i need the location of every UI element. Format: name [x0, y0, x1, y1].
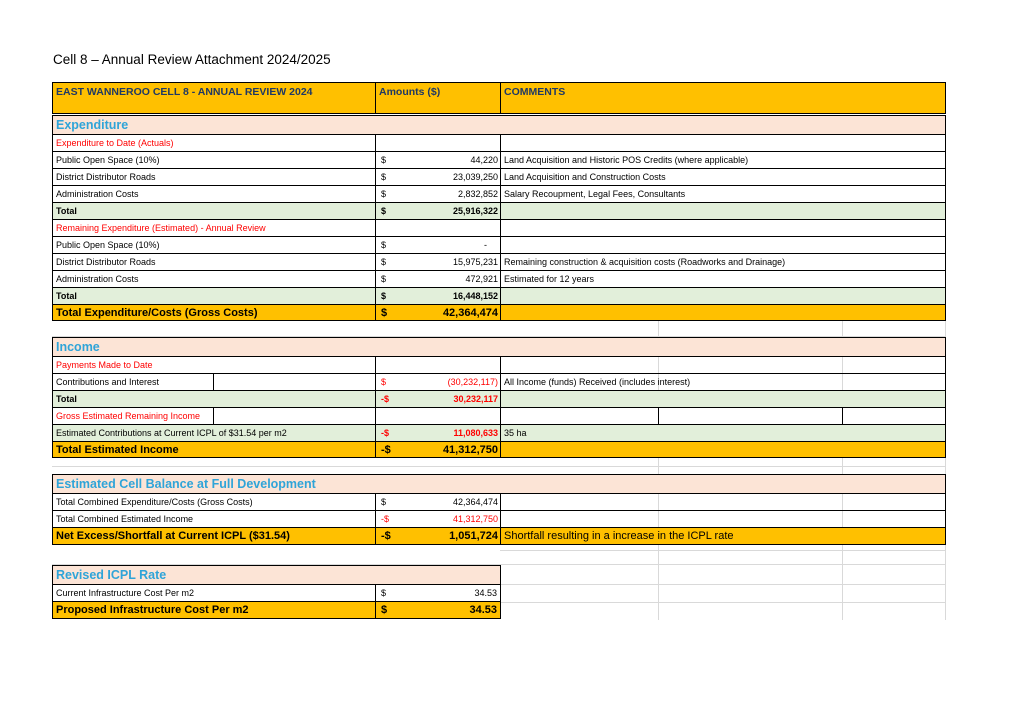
- proposed-row: Proposed Infrastructure Cost Per m2 $ 34.53: [52, 602, 501, 619]
- table-row: Administration Costs $ 472,921 Estimated for 12 years: [52, 271, 946, 288]
- table-row: Public Open Space (10%) $ -: [52, 237, 946, 254]
- page-title: Cell 8 – Annual Review Attachment 2024/2025: [53, 52, 331, 67]
- income-heading: Income: [52, 337, 946, 357]
- table-row: Public Open Space (10%) $ 44,220 Land Acquisition and Historic POS Credits (where applicable): [52, 152, 946, 169]
- table-row: Total Combined Expenditure/Costs (Gross Costs) $ 42,364,474: [52, 494, 946, 511]
- icpl-heading: Revised ICPL Rate: [52, 565, 501, 585]
- gross-label: Gross Estimated Remaining Income: [52, 408, 214, 425]
- expenditure-heading: Expenditure: [52, 115, 946, 135]
- review-table: [52, 82, 946, 622]
- remaining-label: Remaining Expenditure (Estimated) - Annual Review: [52, 220, 376, 237]
- table-row: District Distributor Roads $ 23,039,250 Land Acquisition and Construction Costs: [52, 169, 946, 186]
- table-row: District Distributor Roads $ 15,975,231 Remaining construction & acquisition costs (Roadworks and Drainage): [52, 254, 946, 271]
- actuals-label: Expenditure to Date (Actuals): [52, 135, 376, 152]
- table-row: Contributions and Interest $ (30,232,117) All Income (funds) Received (includes interest): [52, 374, 946, 391]
- table-row: Total Combined Estimated Income -$ 41,312,750: [52, 511, 946, 528]
- header-title: EAST WANNEROO CELL 8 - ANNUAL REVIEW 2024: [52, 82, 376, 114]
- table-row: Estimated Contributions at Current ICPL of $31.54 per m2 -$ 11,080,633 35 ha: [52, 425, 946, 442]
- actuals-total-row: Total $ 25,916,322: [52, 203, 946, 220]
- table-row: Current Infrastructure Cost Per m2 $ 34.53: [52, 585, 501, 602]
- net-row: Net Excess/Shortfall at Current ICPL ($31.54) -$ 1,051,724 Shortfall resulting in a increase in the ICPL rate: [52, 528, 946, 545]
- remaining-total-row: Total $ 16,448,152: [52, 288, 946, 305]
- income-grand-total-row: Total Estimated Income -$ 41,312,750: [52, 442, 946, 458]
- table-row: Administration Costs $ 2,832,852 Salary Recoupment, Legal Fees, Consultants: [52, 186, 946, 203]
- income-total-row: Total -$ 30,232,117: [52, 391, 946, 408]
- header-comments: COMMENTS: [500, 82, 946, 114]
- expenditure-grand-total-row: Total Expenditure/Costs (Gross Costs) $ 42,364,474: [52, 305, 946, 321]
- balance-heading: Estimated Cell Balance at Full Development: [52, 474, 946, 494]
- payments-label: Payments Made to Date: [52, 357, 376, 374]
- header-amounts: Amounts ($): [375, 82, 501, 114]
- header-row: [52, 82, 946, 114]
